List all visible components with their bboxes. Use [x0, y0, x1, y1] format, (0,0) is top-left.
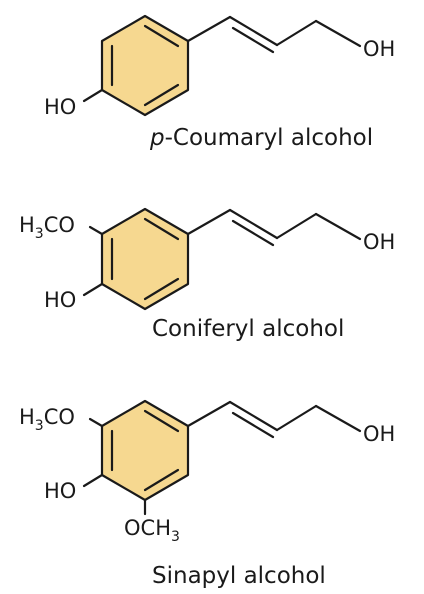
propenol-side-chain: [188, 17, 360, 52]
ring-to-hydroxyl-bond: [84, 284, 102, 295]
ring-hydroxyl-label: HO: [44, 95, 77, 119]
benzene-ring-fill: [102, 401, 188, 500]
methoxy-group-label: [19, 405, 75, 434]
ring-to-hydroxyl-bond: [84, 90, 102, 101]
propenol-side-chain: [188, 210, 360, 245]
ring-to-methoxy-bond: [90, 419, 102, 426]
benzene-ring-fill: [102, 16, 188, 115]
benzene-ring-fill: [102, 209, 188, 309]
ring-hydroxyl-label: HO: [44, 288, 77, 312]
methoxy-subscript: 3: [34, 226, 44, 242]
bottom-methoxy-label: [124, 516, 180, 545]
terminal-hydroxyl-label: OH: [363, 37, 396, 61]
methoxy-subscript: 3: [34, 418, 44, 434]
methoxy-h: H: [19, 405, 35, 429]
terminal-hydroxyl-label: OH: [363, 230, 396, 254]
methoxy-rest: CO: [43, 405, 75, 429]
molecule-name-label: Sinapyl alcohol: [152, 563, 326, 589]
ring-hydroxyl-label: HO: [44, 479, 77, 503]
molecule-coniferyl-alcohol: [19, 209, 395, 342]
terminal-hydroxyl-label: OH: [363, 422, 396, 446]
molecule-name-label: Coniferyl alcohol: [152, 316, 345, 342]
molecule-p-coumaryl-alcohol: [44, 16, 395, 151]
ring-to-hydroxyl-bond: [84, 475, 102, 486]
name-main: -Coumaryl alcohol: [164, 125, 374, 151]
molecule-sinapyl-alcohol: [19, 401, 395, 589]
ring-to-methoxy-bond: [90, 227, 102, 234]
bottom-methoxy-subscript: 3: [170, 529, 180, 545]
bottom-methoxy-main: OCH: [124, 516, 171, 540]
methoxy-rest: CO: [43, 213, 75, 237]
methoxy-h: H: [19, 213, 35, 237]
methoxy-group-label: [19, 213, 75, 242]
molecule-name-label: [149, 125, 373, 151]
name-prefix: p: [150, 125, 165, 151]
propenol-side-chain: [188, 402, 360, 437]
